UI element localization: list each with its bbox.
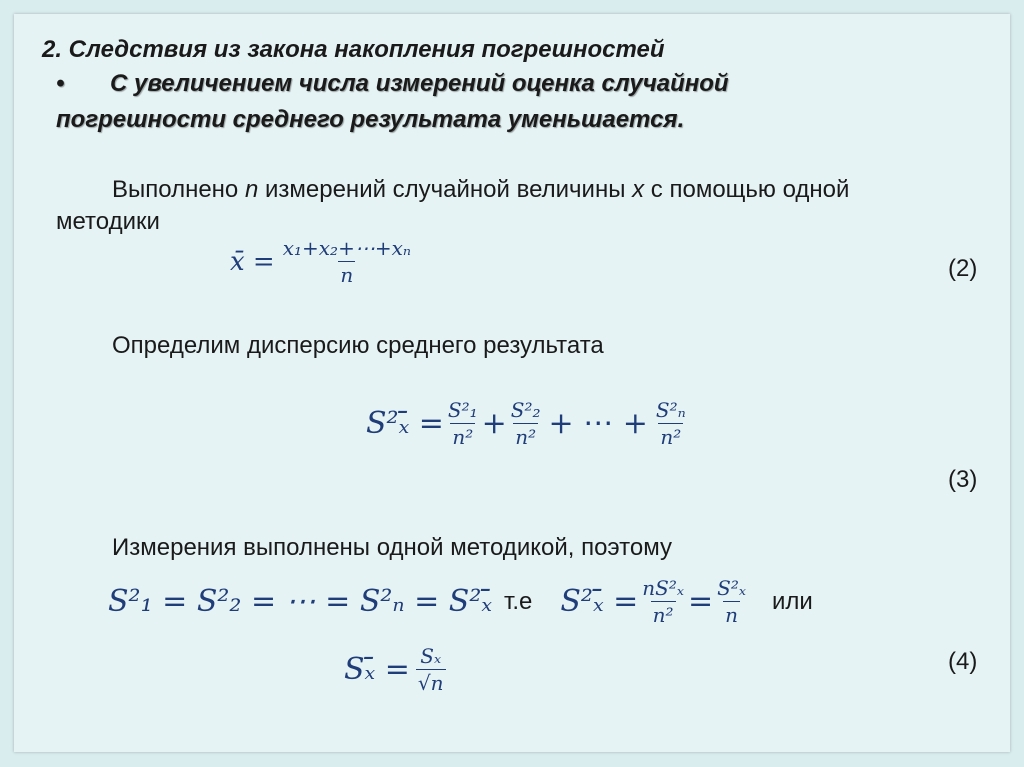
eq3-term-1-den: n² — [452, 425, 474, 449]
para1-post: с помощью одной — [644, 176, 850, 203]
eq3-term-2 — [509, 398, 543, 449]
equation-std-mean — [344, 644, 448, 695]
equation-number-4: (4) — [948, 648, 978, 675]
para1-n: n — [244, 176, 259, 203]
eq4a-fraction-1 — [640, 576, 686, 627]
eq3-lhs: S²ₓ̄ = — [366, 406, 444, 441]
eq2-denominator: n — [340, 263, 354, 287]
paragraph-variance: Определим дисперсию среднего результата — [112, 332, 604, 359]
eq3-term-2-num: S²₂ — [510, 398, 541, 422]
bullet-line-2: погрешности среднего результата уменьшается. — [56, 106, 685, 133]
equation-variance-sum — [366, 398, 690, 449]
eq4a-frac1-den: n² — [652, 603, 674, 627]
paragraph-measurements — [112, 176, 849, 204]
equation-number-2: (2) — [948, 255, 978, 282]
equation-mean — [230, 236, 415, 287]
eq3-ellipsis: + ⋯ + — [548, 406, 648, 441]
eq4b-num: Sₓ — [420, 644, 442, 668]
eq4a-frac1-num: nS²ₓ — [642, 576, 684, 600]
eq4a-fraction-2 — [715, 576, 748, 627]
eq4a-equals: = — [687, 584, 714, 619]
eq3-term-n — [654, 398, 688, 449]
slide-title: 2. Следствия из закона накопления погрешностей — [42, 36, 665, 63]
eq3-term-1-num: S²₁ — [447, 398, 478, 422]
eq4b-lhs: Sₓ̄ = — [344, 652, 410, 687]
eq4a-frac2-num: S²ₓ — [717, 576, 746, 600]
eq2-lhs: x̄ = — [230, 246, 275, 277]
eq3-term-n-den: n² — [660, 425, 682, 449]
eq2-numerator: x₁+x₂+⋯+xₙ — [282, 236, 411, 260]
eq3-term-n-num: S²ₙ — [655, 398, 686, 422]
para1-x: x — [632, 176, 645, 203]
eq4a-te: т.е — [504, 587, 533, 615]
eq4b-den: √n — [417, 671, 444, 695]
eq3-term-1 — [446, 398, 480, 449]
paragraph-measurements-line2: методики — [56, 208, 160, 235]
eq4a-chain: S²₁ = S²₂ = ⋯ = S²ₙ = S²ₓ̄ — [108, 584, 493, 619]
eq4a-ili: или — [771, 587, 813, 615]
eq3-term-2-den: n² — [515, 425, 537, 449]
paragraph-same-method: Измерения выполнены одной методикой, поэтому — [112, 534, 672, 561]
eq4a-lhs: S²ₓ̄ = — [560, 584, 639, 619]
eq2-fraction — [281, 236, 413, 287]
para1-pre: Выполнено — [112, 176, 245, 203]
slide — [14, 14, 1010, 752]
equation-number-3: (3) — [948, 466, 978, 493]
equation-equal-variances — [108, 576, 813, 627]
bullet-line-1: С увеличением числа измерений оценка случайной — [110, 70, 729, 97]
eq4a-frac2-den: n — [725, 603, 738, 627]
eq4b-fraction — [416, 644, 446, 695]
eq3-plus: + — [481, 406, 507, 441]
para1-mid: измерений случайной величины — [258, 176, 633, 203]
bullet-marker: • — [56, 70, 65, 97]
